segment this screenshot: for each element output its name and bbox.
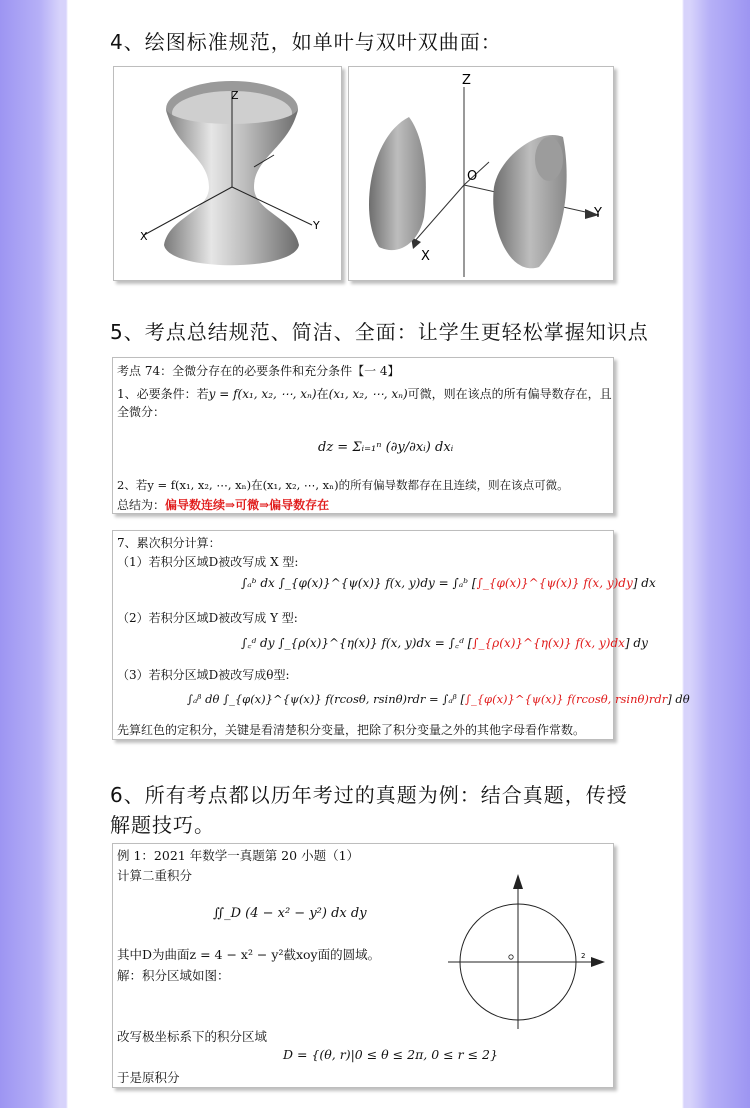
card74-line1-d: (x₁, x₂, ⋯, xₙ) [328, 387, 408, 401]
summary-label: 总结为： [117, 498, 166, 512]
card-example-1 [112, 843, 614, 1088]
example-line5: 于是原积分 [117, 1070, 180, 1085]
f2-right-pre: ∫꜀ᵈ [ [448, 636, 473, 650]
card74-formula: dz = Σᵢ₌₁ⁿ (∂y/∂xᵢ) dxᵢ [318, 440, 454, 455]
example-integral: ∬_D (4 − x² − y²) dx dy [213, 906, 367, 921]
axis-y-label: Y [313, 219, 320, 232]
figure-hyperboloid-two-sheets [348, 66, 614, 281]
origin-label: O [467, 169, 478, 184]
axis-z-label: Z [462, 73, 471, 88]
card7-case2: （2）若积分区域D被改写成 Y 型: [117, 611, 298, 625]
f2-right-post: ] dy [624, 636, 648, 650]
f2-red: ∫_{ρ(x)}^{η(x)} f(x, y)dx [472, 636, 625, 650]
hyperboloid-one-sheet-graphic [114, 67, 341, 280]
card7-case1: （1）若积分区域D被改写成 X 型: [117, 555, 299, 569]
example-line2: 其中D为曲面z = 4 − x² − y²截xoy面的圆域。 [117, 947, 381, 962]
f3-right-post: ] dθ [667, 692, 690, 706]
f3-left: ∫ₐᵝ dθ ∫_{φ(x)}^{ψ(x)} f(rcosθ, rsinθ)rdr = [187, 692, 439, 706]
y-axis-arrow-icon [513, 874, 523, 889]
card7-formula1 [241, 576, 656, 590]
example-line4: 改写极坐标系下的积分区域 [117, 1029, 268, 1044]
card74-line1-a: 1、必要条件：若 [117, 387, 209, 401]
axis-x-label: X [140, 230, 148, 243]
card74-line2: 全微分： [117, 405, 166, 419]
card-exam-point-74 [112, 357, 614, 514]
card7-formula2 [241, 634, 648, 651]
card74-line1-c: 在 [316, 387, 329, 401]
card7-formula3 [187, 692, 690, 706]
section-4-heading: 4、绘图标准规范，如单叶与双叶双曲面： [110, 30, 502, 54]
example-line1: 计算二重积分 [117, 868, 193, 883]
section-6-heading [110, 780, 628, 840]
f3-right-pre: ∫ₐᵝ [ [442, 692, 465, 706]
example-title: 例 1：2021 年数学一真题第 20 小题（1） [117, 848, 360, 863]
card-iterated-integral [112, 530, 690, 740]
card74-line3: 2、若y = f(x₁, x₂, ⋯, xₙ)在(x₁, x₂, ⋯, xₙ)的所有偏导数都存在且连续，则在该点可微。 [117, 478, 569, 492]
x-axis-arrow-icon [591, 957, 605, 967]
axis-y-label: Y [594, 206, 602, 221]
card74-line1-b: y = f(x₁, x₂, ⋯, xₙ) [208, 387, 317, 401]
f1-red: ∫_{φ(x)}^{ψ(x)} f(x, y)dy [476, 576, 633, 590]
hyperboloid-two-sheets-graphic [349, 67, 613, 280]
origin-marker [509, 955, 513, 959]
figure-hyperboloid-one-sheet [113, 66, 342, 281]
section-5-heading: 5、考点总结规范、简洁、全面：让学生更轻松掌握知识点 [110, 320, 649, 344]
card74-line1 [117, 385, 612, 402]
example-line3: 解：积分区域如图： [117, 968, 230, 983]
card7-note: 先算红色的定积分，关键是看清楚积分变量，把除了积分变量之外的其他字母看作常数。 [117, 723, 586, 737]
axis-z-label: Z [231, 89, 239, 102]
f1-right-post: ] dx [632, 576, 656, 590]
radius-label: 2 [581, 952, 586, 960]
card74-line1-e: 可微，则在该点的所有偏导数存在，且 [407, 387, 612, 401]
f1-left: ∫ₐᵇ dx ∫_{φ(x)}^{ψ(x)} f(x, y)dy = [241, 576, 449, 590]
card74-title: 考点 74：全微分存在的必要条件和充分条件【一 4】 [117, 364, 400, 378]
f1-right-pre: ∫ₐᵇ [ [452, 576, 477, 590]
circle-domain-graph [443, 869, 613, 1034]
f2-left: ∫꜀ᵈ dy ∫_{ρ(x)}^{η(x)} f(x, y)dx = [241, 636, 445, 650]
card7-case3: （3）若积分区域D被改写成θ型: [117, 668, 290, 682]
card74-summary [117, 496, 329, 513]
axis-x-label: X [421, 249, 430, 264]
card7-title: 7、累次积分计算： [117, 536, 221, 550]
f3-red: ∫_{φ(x)}^{ψ(x)} f(rcosθ, rsinθ)rdr [464, 692, 668, 706]
section-6-line2: 解题技巧。 [110, 813, 215, 837]
section-6-line1: 6、所有考点都以历年考过的真题为例：结合真题，传授 [110, 783, 628, 807]
summary-red: 偏导数连续⇒可微⇒偏导数存在 [165, 498, 330, 512]
example-domain: D = {(θ, r)|0 ≤ θ ≤ 2π, 0 ≤ r ≤ 2} [283, 1047, 498, 1062]
